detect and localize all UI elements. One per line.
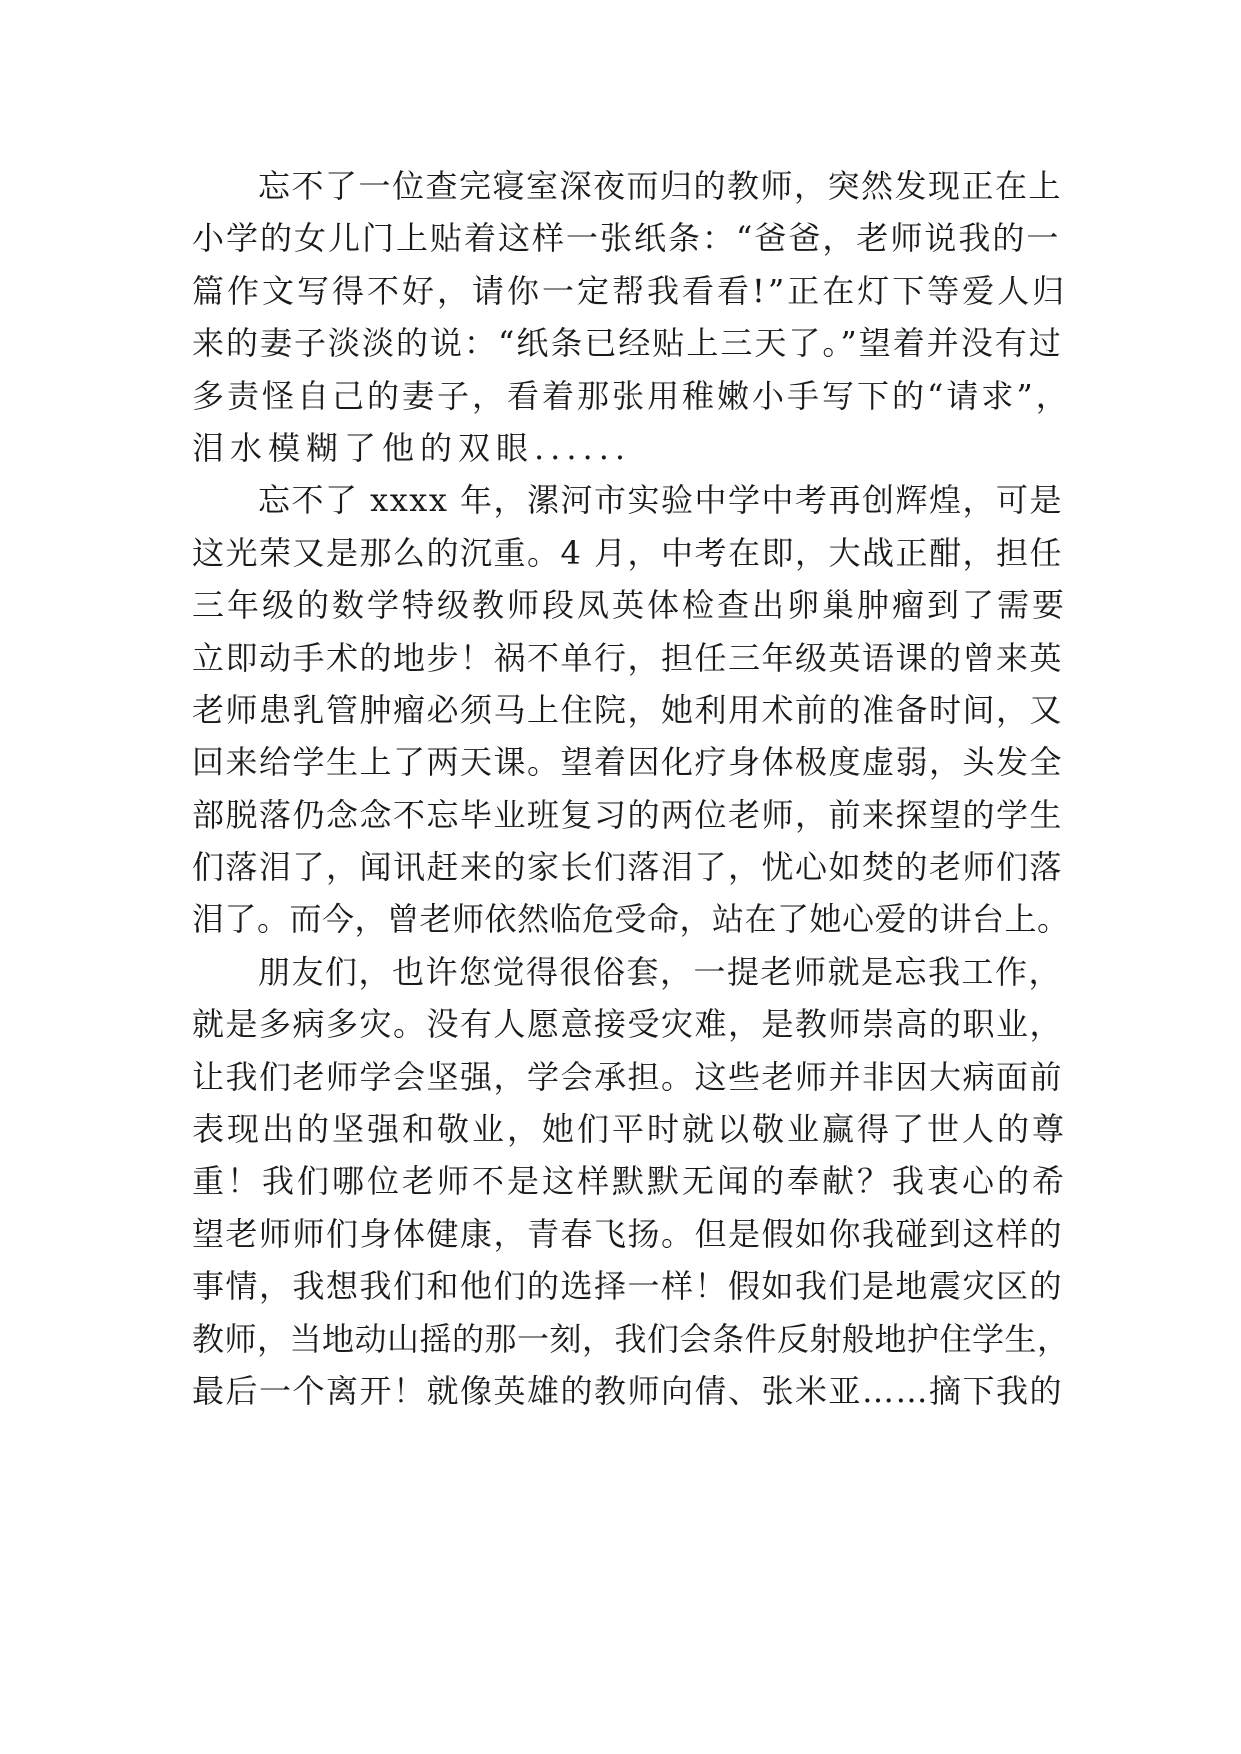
text-line: 重！我们哪位老师不是这样默默无闻的奉献？我衷心的希 — [192, 1162, 1068, 1201]
text-line: 三年级的数学特级教师段凤英体检查出卵巢肿瘤到了需要 — [192, 586, 1068, 625]
text-line: 就是多病多灾。没有人愿意接受灾难，是教师崇高的职业， — [192, 1005, 1064, 1044]
text-line: 事情，我想我们和他们的选择一样！假如我们是地震灾区的 — [192, 1267, 1064, 1306]
text-line: 朋友们，也许您觉得很俗套，一提老师就是忘我工作， — [258, 952, 1063, 991]
document-body — [192, 160, 1072, 1417]
text-line: 老师患乳管肿瘤必须马上住院，她利用术前的准备时间，又 — [192, 690, 1064, 729]
text-line: 忘不了 xxxx 年，漯河市实验中学中考再创辉煌，可是 — [258, 481, 1064, 520]
text-line: 教师，当地动山摇的那一刻，我们会条件反射般地护住学生， — [192, 1319, 1070, 1358]
paragraph-1 — [192, 160, 1072, 474]
text-line: 这光荣又是那么的沉重。4 月，中考在即，大战正酣，担任 — [192, 533, 1064, 572]
text-line: 立即动手术的地步！祸不单行，担任三年级英语课的曾来英 — [192, 638, 1064, 677]
text-line: 回来给学生上了两天课。望着因化疗身体极度虚弱，头发全 — [192, 743, 1064, 782]
text-line: 让我们老师学会坚强，学会承担。这些老师并非因大病面前 — [192, 1057, 1064, 1096]
text-line: 篇作文写得不好，请你一定帮我看看!”正在灯下等爱人归 — [192, 271, 1068, 310]
paragraph-3 — [192, 946, 1072, 1418]
text-line: 部脱落仍念念不忘毕业班复习的两位老师，前来探望的学生 — [192, 795, 1064, 834]
text-line: 泪了。而今，曾老师依然临危受命，站在了她心爱的讲台上。 — [192, 900, 1070, 939]
text-line: 来的妻子淡淡的说：“纸条已经贴上三天了。”望着并没有过 — [192, 324, 1063, 363]
text-line: 最后一个离开！就像英雄的教师向倩、张米亚……摘下我的 — [192, 1371, 1064, 1410]
text-line: 望老师师们身体健康，青春飞扬。但是假如你我碰到这样的 — [192, 1214, 1064, 1253]
text-line: 们落泪了，闻讯赶来的家长们落泪了，忧心如焚的老师们落 — [192, 848, 1064, 887]
text-line: 小学的女儿门上贴着这样一张纸条：“爸爸，老师说我的一 — [192, 219, 1061, 258]
text-line: 忘不了一位查完寝室深夜而归的教师，突然发现正在上 — [258, 167, 1063, 205]
text-line: 多责怪自己的妻子，看着那张用稚嫩小手写下的“请求”， — [192, 376, 1071, 415]
text-line: 泪水模糊了他的双眼...... — [192, 428, 632, 467]
text-line: 表现出的坚强和敬业，她们平时就以敬业赢得了世人的尊 — [192, 1110, 1068, 1149]
paragraph-2 — [192, 474, 1072, 946]
